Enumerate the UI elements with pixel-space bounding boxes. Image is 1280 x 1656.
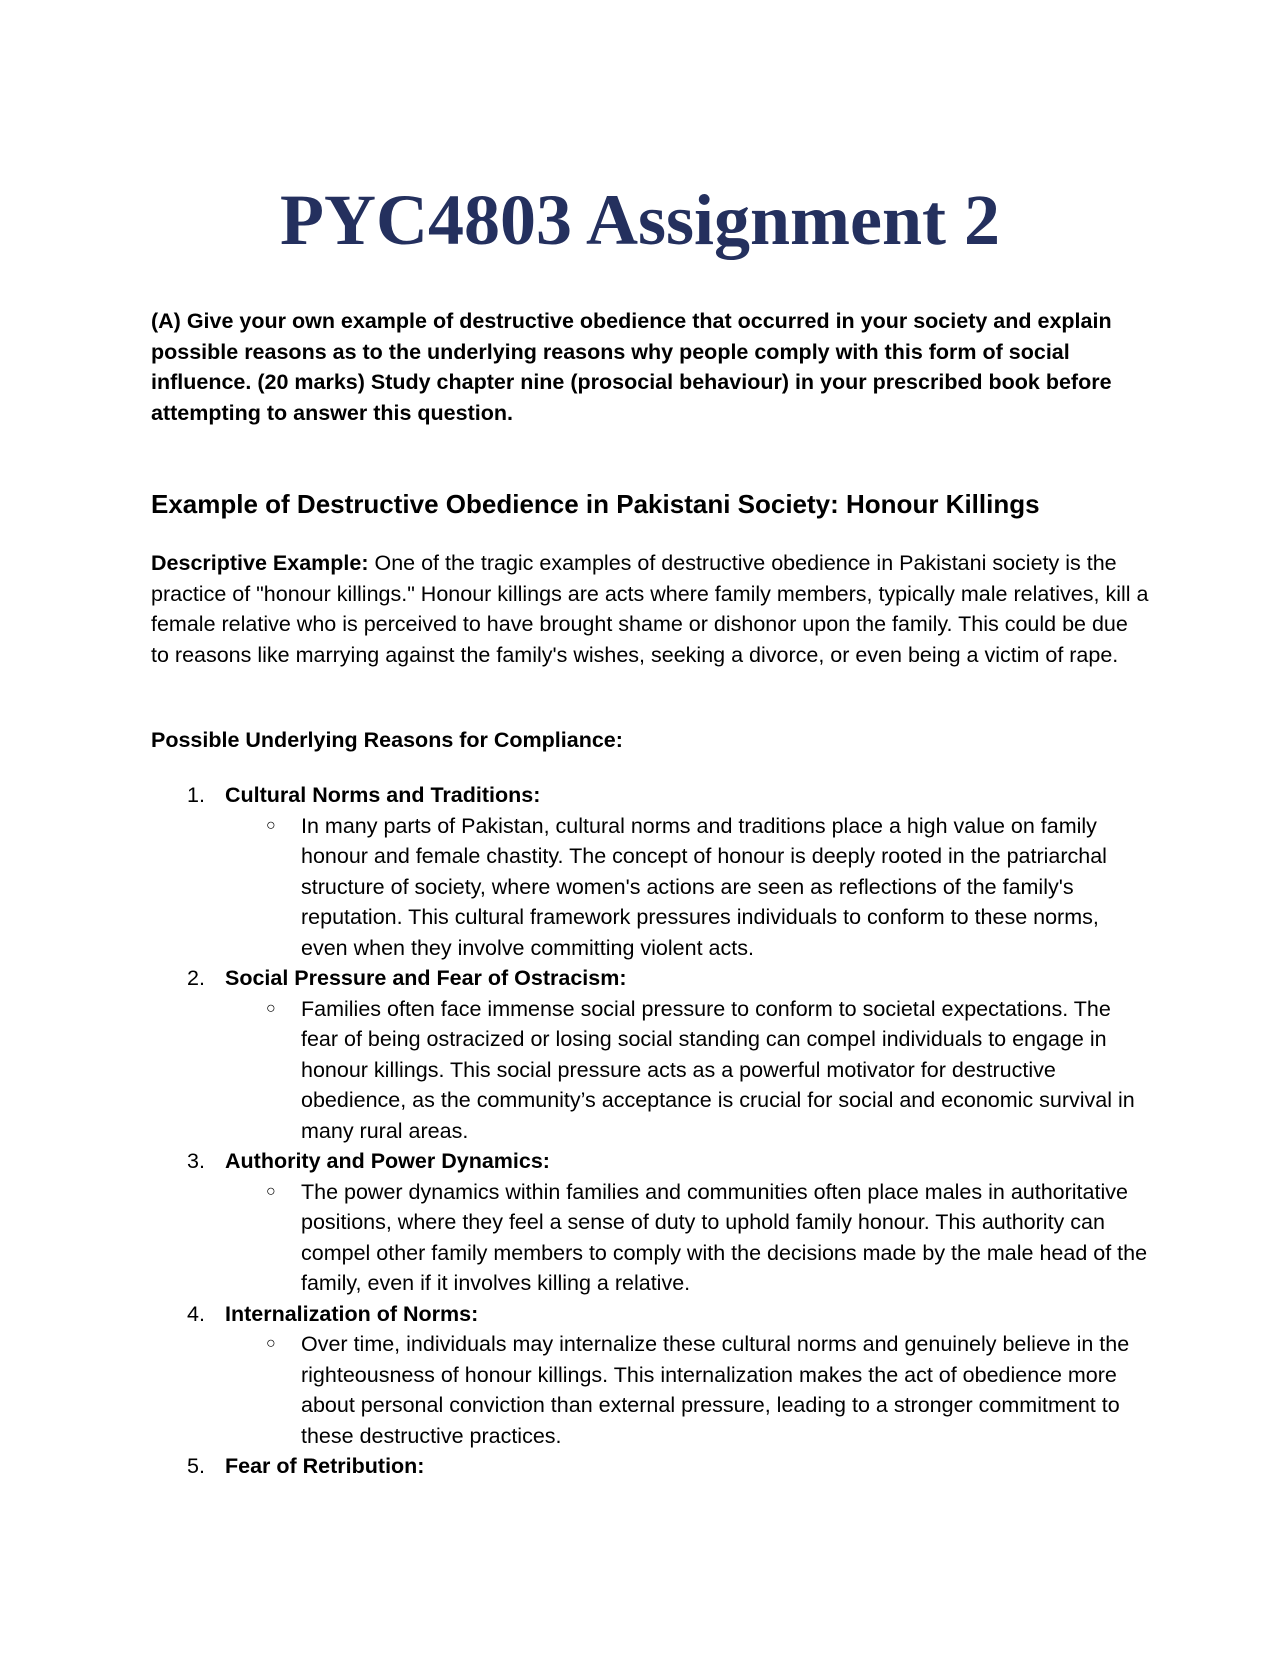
reason-number: 5. [187,1454,205,1478]
reason-title: Authority and Power Dynamics: [225,1149,550,1173]
reason-number: 1. [187,783,205,807]
reasons-heading: Possible Underlying Reasons for Compliance: [151,728,623,752]
reason-item [151,1299,1151,1452]
reason-explanation [151,1329,1151,1451]
descriptive-example [151,548,1151,670]
reason-number: 2. [187,966,205,990]
reason-title: Social Pressure and Fear of Ostracism: [225,966,627,990]
reason-explanation-text: The power dynamics within families and communities often place males in authoritative positions, where they feel a sense of duty to uphold family honour. This authority can compel other family members to comply with the decisions made by the male head of the family, even if it involves killing a relative. [301,1179,1148,1295]
reason-title: Internalization of Norms: [225,1301,479,1326]
hollow-circle-bullet-icon: ○ [266,816,276,834]
reason-title: Fear of Retribution: [225,1454,425,1478]
hollow-circle-bullet-icon: ○ [266,999,276,1017]
reason-item [151,1451,1151,1482]
hollow-circle-bullet-icon: ○ [266,1335,276,1352]
assignment-question: (A) Give your own example of destructive obedience that occurred in your society and explain possible reasons as to the underlying reasons why people comply with this form of social influence. (20 marks) Study chapter nine (prosocial behaviour) in your prescribed book before attempting to answer this question. [151,309,1112,425]
reason-item [151,1146,1151,1299]
reason-number: 3. [187,1149,205,1173]
reason-number: 4. [187,1301,205,1326]
reason-item [151,780,1151,963]
reason-explanation-text: Over time, individuals may internalize these cultural norms and genuinely believe in the righteousness of honour killings. This internalization makes the act of obedience more about personal conviction than external pressure, leading to a stronger commitment to these destructive practices. [301,1332,1130,1448]
page-title: PYC4803 Assignment 2 [279,180,1001,260]
reasons-list [151,780,1151,1482]
reason-item [151,963,1151,1146]
reason-explanation [151,1177,1151,1299]
reason-title: Cultural Norms and Traditions: [225,783,541,807]
reason-explanation-text: Families often face immense social pressure to conform to societal expectations. The fear of being ostracized or losing social standing can compel individuals to engage in honour killings. This social pressure acts as a powerful motivator for destructive obedience, as the community’s acceptance is crucial for social and economic survival in many rural areas. [301,996,1135,1143]
hollow-circle-bullet-icon: ○ [266,1182,276,1200]
reason-explanation [151,811,1151,964]
reason-explanation [151,994,1151,1147]
reason-explanation-text: In many parts of Pakistan, cultural norms and traditions place a high value on family honour and female chastity. The concept of honour is deeply rooted in the patriarchal structure of society, where women's actions are seen as reflections of the family's reputation. This cultural framework pressures individuals to conform to these norms, even when they involve committing violent acts. [301,813,1107,960]
section-heading: Example of Destructive Obedience in Pakistani Society: Honour Killings [151,489,1040,519]
descriptive-example-label: Descriptive Example: [151,551,369,575]
descriptive-example-text: One of the tragic examples of destructive obedience in Pakistani society is the practice of "honour killings." Honour killings are acts where family members, typically male relatives, kill a female relative who is perceived to have brought shame or dishonor upon the family. This could be due to reasons like marrying against the family's wishes, seeking a divorce, or even being a victim of rape. [151,551,1149,667]
